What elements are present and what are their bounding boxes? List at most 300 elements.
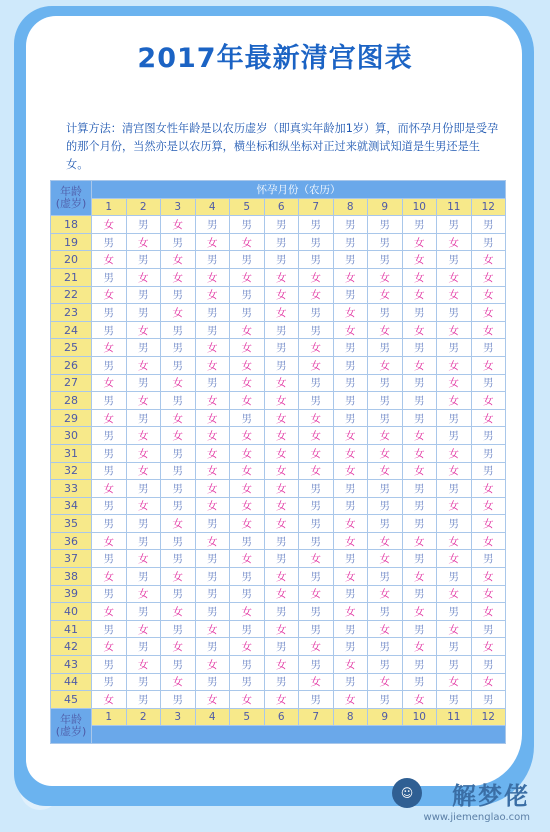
male-cell: 男 <box>195 603 230 621</box>
table-row <box>51 286 506 304</box>
female-cell: 女 <box>264 286 299 304</box>
male-cell: 男 <box>333 286 368 304</box>
female-cell: 女 <box>195 339 230 357</box>
female-cell: 女 <box>368 585 403 603</box>
female-cell: 女 <box>471 356 506 374</box>
male-cell: 男 <box>230 304 265 322</box>
female-cell: 女 <box>161 568 196 586</box>
male-cell: 男 <box>299 603 334 621</box>
male-cell: 男 <box>333 409 368 427</box>
female-cell: 女 <box>161 673 196 691</box>
male-cell: 男 <box>161 691 196 709</box>
female-cell: 女 <box>161 216 196 234</box>
age-cell: 21 <box>51 268 92 286</box>
female-cell: 女 <box>126 321 161 339</box>
male-cell: 男 <box>402 497 437 515</box>
male-cell: 男 <box>333 233 368 251</box>
male-cell: 男 <box>333 585 368 603</box>
female-cell: 女 <box>230 603 265 621</box>
male-cell: 男 <box>333 251 368 269</box>
female-cell: 女 <box>402 444 437 462</box>
female-cell: 女 <box>437 497 472 515</box>
male-cell: 男 <box>230 585 265 603</box>
male-cell: 男 <box>368 339 403 357</box>
female-cell: 女 <box>333 691 368 709</box>
female-cell: 女 <box>92 532 127 550</box>
age-cell: 20 <box>51 251 92 269</box>
female-cell: 女 <box>333 656 368 674</box>
month-cell: 10 <box>402 198 437 216</box>
male-cell: 男 <box>92 304 127 322</box>
male-cell: 男 <box>299 532 334 550</box>
female-cell: 女 <box>264 568 299 586</box>
male-cell: 男 <box>368 568 403 586</box>
female-cell: 女 <box>92 286 127 304</box>
month-cell: 12 <box>471 198 506 216</box>
calculation-description: 计算方法：清宫图女性年龄是以农历虚岁（即真实年龄加1岁）算，而怀孕月份即是受孕的那个月份，当然亦是以农历算，横坐标和纵坐标对正过来就测试知道是生男还是生女。 <box>66 122 499 171</box>
male-cell: 男 <box>402 620 437 638</box>
male-cell: 男 <box>299 480 334 498</box>
male-cell: 男 <box>368 304 403 322</box>
female-cell: 女 <box>333 462 368 480</box>
male-cell: 男 <box>299 620 334 638</box>
female-cell: 女 <box>264 656 299 674</box>
age-cell: 23 <box>51 304 92 322</box>
site-url[interactable]: www.jiemenglao.com <box>423 812 530 823</box>
male-cell: 男 <box>161 656 196 674</box>
age-cell: 39 <box>51 585 92 603</box>
male-cell: 男 <box>402 673 437 691</box>
table-row <box>51 603 506 621</box>
male-cell: 男 <box>471 427 506 445</box>
table-row <box>51 356 506 374</box>
male-cell: 男 <box>299 497 334 515</box>
female-cell: 女 <box>402 568 437 586</box>
male-cell: 男 <box>195 550 230 568</box>
male-cell: 男 <box>161 620 196 638</box>
female-cell: 女 <box>437 532 472 550</box>
age-cell: 26 <box>51 356 92 374</box>
female-cell: 女 <box>368 673 403 691</box>
male-cell: 男 <box>126 409 161 427</box>
female-cell: 女 <box>402 462 437 480</box>
male-cell: 男 <box>437 568 472 586</box>
male-cell: 男 <box>230 673 265 691</box>
table-row <box>51 233 506 251</box>
table-row <box>51 251 506 269</box>
month-cell: 8 <box>333 708 368 726</box>
male-cell: 男 <box>161 339 196 357</box>
male-cell: 男 <box>195 638 230 656</box>
female-cell: 女 <box>92 691 127 709</box>
male-cell: 男 <box>264 638 299 656</box>
male-cell: 男 <box>402 480 437 498</box>
female-cell: 女 <box>437 462 472 480</box>
male-cell: 男 <box>299 515 334 533</box>
table-row <box>51 568 506 586</box>
table-row <box>51 339 506 357</box>
male-cell: 男 <box>126 638 161 656</box>
male-cell: 男 <box>92 356 127 374</box>
female-cell: 女 <box>126 550 161 568</box>
female-cell: 女 <box>92 480 127 498</box>
month-cell: 6 <box>264 198 299 216</box>
month-cell: 1 <box>92 708 127 726</box>
age-cell: 32 <box>51 462 92 480</box>
female-cell: 女 <box>471 304 506 322</box>
female-cell: 女 <box>368 427 403 445</box>
age-cell: 45 <box>51 691 92 709</box>
female-cell: 女 <box>92 409 127 427</box>
female-cell: 女 <box>195 462 230 480</box>
female-cell: 女 <box>437 286 472 304</box>
female-cell: 女 <box>92 374 127 392</box>
footer-blank <box>92 726 506 744</box>
male-cell: 男 <box>402 550 437 568</box>
female-cell: 女 <box>161 638 196 656</box>
female-cell: 女 <box>437 392 472 410</box>
male-cell: 男 <box>333 673 368 691</box>
female-cell: 女 <box>92 568 127 586</box>
female-cell: 女 <box>230 550 265 568</box>
male-cell: 男 <box>230 656 265 674</box>
female-cell: 女 <box>437 444 472 462</box>
female-cell: 女 <box>471 532 506 550</box>
female-cell: 女 <box>299 444 334 462</box>
male-cell: 男 <box>195 585 230 603</box>
female-cell: 女 <box>471 321 506 339</box>
male-cell: 男 <box>195 321 230 339</box>
female-cell: 女 <box>126 392 161 410</box>
female-cell: 女 <box>299 356 334 374</box>
female-cell: 女 <box>230 480 265 498</box>
male-cell: 男 <box>264 532 299 550</box>
male-cell: 男 <box>333 374 368 392</box>
female-cell: 女 <box>161 268 196 286</box>
female-cell: 女 <box>471 251 506 269</box>
male-cell: 男 <box>126 216 161 234</box>
female-cell: 女 <box>437 321 472 339</box>
male-cell: 男 <box>264 233 299 251</box>
female-cell: 女 <box>402 251 437 269</box>
footer-row <box>51 726 506 744</box>
male-cell: 男 <box>195 304 230 322</box>
female-cell: 女 <box>264 462 299 480</box>
age-cell: 34 <box>51 497 92 515</box>
female-cell: 女 <box>92 603 127 621</box>
male-cell: 男 <box>368 480 403 498</box>
female-cell: 女 <box>264 392 299 410</box>
table-row <box>51 638 506 656</box>
month-cell: 7 <box>299 708 334 726</box>
male-cell: 男 <box>92 268 127 286</box>
male-cell: 男 <box>195 374 230 392</box>
month-cell: 5 <box>230 198 265 216</box>
month-cell: 11 <box>437 198 472 216</box>
male-cell: 男 <box>92 515 127 533</box>
male-cell: 男 <box>264 321 299 339</box>
female-cell: 女 <box>195 409 230 427</box>
table-row <box>51 620 506 638</box>
month-cell: 8 <box>333 198 368 216</box>
female-cell: 女 <box>230 233 265 251</box>
site-logo-text: 解梦佬 <box>452 782 530 810</box>
male-cell: 男 <box>402 339 437 357</box>
age-cell: 29 <box>51 409 92 427</box>
male-cell: 男 <box>264 673 299 691</box>
female-cell: 女 <box>368 356 403 374</box>
page-title: 2017年最新清宫图表 <box>137 43 413 74</box>
month-cell: 7 <box>299 198 334 216</box>
male-cell: 男 <box>471 691 506 709</box>
male-cell: 男 <box>195 673 230 691</box>
female-cell: 女 <box>471 409 506 427</box>
female-cell: 女 <box>402 638 437 656</box>
male-cell: 男 <box>161 585 196 603</box>
female-cell: 女 <box>161 409 196 427</box>
age-cell: 38 <box>51 568 92 586</box>
month-cell: 9 <box>368 708 403 726</box>
male-cell: 男 <box>161 286 196 304</box>
female-cell: 女 <box>195 427 230 445</box>
male-cell: 男 <box>126 568 161 586</box>
male-cell: 男 <box>264 216 299 234</box>
female-cell: 女 <box>230 638 265 656</box>
table-row <box>51 673 506 691</box>
male-cell: 男 <box>195 216 230 234</box>
male-cell: 男 <box>333 550 368 568</box>
male-cell: 男 <box>368 497 403 515</box>
male-cell: 男 <box>333 392 368 410</box>
male-cell: 男 <box>368 251 403 269</box>
male-cell: 男 <box>299 374 334 392</box>
male-cell: 男 <box>92 444 127 462</box>
male-cell: 男 <box>471 444 506 462</box>
female-cell: 女 <box>437 233 472 251</box>
male-cell: 男 <box>333 216 368 234</box>
female-cell: 女 <box>264 444 299 462</box>
month-cell: 4 <box>195 708 230 726</box>
female-cell: 女 <box>299 638 334 656</box>
table-row <box>51 392 506 410</box>
male-cell: 男 <box>230 409 265 427</box>
male-cell: 男 <box>471 233 506 251</box>
female-cell: 女 <box>471 286 506 304</box>
table-row <box>51 532 506 550</box>
month-cell: 2 <box>126 708 161 726</box>
female-cell: 女 <box>333 304 368 322</box>
female-cell: 女 <box>264 374 299 392</box>
male-cell: 男 <box>402 585 437 603</box>
age-cell: 42 <box>51 638 92 656</box>
male-cell: 男 <box>368 691 403 709</box>
female-cell: 女 <box>161 515 196 533</box>
age-cell: 27 <box>51 374 92 392</box>
female-cell: 女 <box>333 321 368 339</box>
month-cell: 6 <box>264 708 299 726</box>
male-cell: 男 <box>161 497 196 515</box>
male-cell: 男 <box>368 374 403 392</box>
male-cell: 男 <box>195 515 230 533</box>
male-cell: 男 <box>368 603 403 621</box>
male-cell: 男 <box>333 356 368 374</box>
female-cell: 女 <box>161 603 196 621</box>
month-cell: 1 <box>92 198 127 216</box>
male-cell: 男 <box>161 392 196 410</box>
month-cell: 12 <box>471 708 506 726</box>
female-cell: 女 <box>195 656 230 674</box>
female-cell: 女 <box>126 462 161 480</box>
male-cell: 男 <box>299 691 334 709</box>
month-cell: 10 <box>402 708 437 726</box>
male-cell: 男 <box>195 251 230 269</box>
male-cell: 男 <box>126 673 161 691</box>
female-cell: 女 <box>230 515 265 533</box>
male-cell: 男 <box>333 620 368 638</box>
female-cell: 女 <box>264 480 299 498</box>
month-cell: 2 <box>126 198 161 216</box>
table-row <box>51 691 506 709</box>
male-cell: 男 <box>471 656 506 674</box>
female-cell: 女 <box>230 268 265 286</box>
female-cell: 女 <box>437 550 472 568</box>
age-cell: 35 <box>51 515 92 533</box>
table-row <box>51 216 506 234</box>
month-cell: 9 <box>368 198 403 216</box>
male-cell: 男 <box>471 550 506 568</box>
table-row <box>51 304 506 322</box>
female-cell: 女 <box>230 356 265 374</box>
male-cell: 男 <box>126 691 161 709</box>
female-cell: 女 <box>402 268 437 286</box>
month-cell: 5 <box>230 708 265 726</box>
male-cell: 男 <box>230 568 265 586</box>
male-cell: 男 <box>264 251 299 269</box>
age-cell: 44 <box>51 673 92 691</box>
month-header: 怀孕月份（农历） <box>92 181 506 199</box>
female-cell: 女 <box>402 233 437 251</box>
female-cell: 女 <box>195 286 230 304</box>
male-cell: 男 <box>437 251 472 269</box>
female-cell: 女 <box>471 480 506 498</box>
male-cell: 男 <box>126 251 161 269</box>
female-cell: 女 <box>92 216 127 234</box>
male-cell: 男 <box>333 339 368 357</box>
male-cell: 男 <box>437 515 472 533</box>
female-cell: 女 <box>195 392 230 410</box>
female-cell: 女 <box>195 356 230 374</box>
male-cell: 男 <box>230 251 265 269</box>
female-cell: 女 <box>264 304 299 322</box>
female-cell: 女 <box>264 620 299 638</box>
female-cell: 女 <box>195 480 230 498</box>
male-cell: 男 <box>92 462 127 480</box>
female-cell: 女 <box>299 409 334 427</box>
female-cell: 女 <box>230 392 265 410</box>
table-row <box>51 321 506 339</box>
table-row <box>51 656 506 674</box>
male-cell: 男 <box>437 304 472 322</box>
female-cell: 女 <box>195 497 230 515</box>
male-cell: 男 <box>471 374 506 392</box>
female-cell: 女 <box>264 409 299 427</box>
male-cell: 男 <box>368 515 403 533</box>
month-cell: 4 <box>195 198 230 216</box>
male-cell: 男 <box>126 532 161 550</box>
male-cell: 男 <box>92 497 127 515</box>
male-cell: 男 <box>299 251 334 269</box>
qinggong-chart-table <box>50 180 506 744</box>
female-cell: 女 <box>126 356 161 374</box>
male-cell: 男 <box>92 585 127 603</box>
age-cell: 40 <box>51 603 92 621</box>
header-row <box>51 181 506 199</box>
female-cell: 女 <box>333 268 368 286</box>
male-cell: 男 <box>161 550 196 568</box>
female-cell: 女 <box>230 321 265 339</box>
female-cell: 女 <box>471 497 506 515</box>
female-cell: 女 <box>471 568 506 586</box>
female-cell: 女 <box>92 251 127 269</box>
male-cell: 男 <box>161 462 196 480</box>
footer-row <box>51 708 506 726</box>
female-cell: 女 <box>161 304 196 322</box>
female-cell: 女 <box>402 691 437 709</box>
male-cell: 男 <box>471 462 506 480</box>
male-cell: 男 <box>368 392 403 410</box>
female-cell: 女 <box>437 356 472 374</box>
male-cell: 男 <box>437 216 472 234</box>
male-cell: 男 <box>230 216 265 234</box>
male-cell: 男 <box>161 233 196 251</box>
female-cell: 女 <box>264 268 299 286</box>
male-cell: 男 <box>299 304 334 322</box>
female-cell: 女 <box>230 427 265 445</box>
male-cell: 男 <box>126 603 161 621</box>
male-cell: 男 <box>161 480 196 498</box>
male-cell: 男 <box>126 374 161 392</box>
table-row <box>51 409 506 427</box>
age-header: 年龄 (虚岁) <box>51 181 92 216</box>
female-cell: 女 <box>264 427 299 445</box>
female-cell: 女 <box>402 321 437 339</box>
male-cell: 男 <box>437 638 472 656</box>
age-cell: 37 <box>51 550 92 568</box>
male-cell: 男 <box>92 321 127 339</box>
female-cell: 女 <box>402 356 437 374</box>
age-cell: 43 <box>51 656 92 674</box>
female-cell: 女 <box>368 550 403 568</box>
male-cell: 男 <box>333 638 368 656</box>
female-cell: 女 <box>333 532 368 550</box>
male-cell: 男 <box>299 656 334 674</box>
female-cell: 女 <box>299 550 334 568</box>
male-cell: 男 <box>92 656 127 674</box>
female-cell: 女 <box>126 427 161 445</box>
male-cell: 男 <box>437 339 472 357</box>
table-row <box>51 550 506 568</box>
male-cell: 男 <box>161 356 196 374</box>
male-cell: 男 <box>92 233 127 251</box>
male-cell: 男 <box>437 409 472 427</box>
female-cell: 女 <box>195 620 230 638</box>
table-row <box>51 585 506 603</box>
female-cell: 女 <box>471 673 506 691</box>
male-cell: 男 <box>437 427 472 445</box>
female-cell: 女 <box>368 532 403 550</box>
table-row <box>51 515 506 533</box>
female-cell: 女 <box>402 532 437 550</box>
